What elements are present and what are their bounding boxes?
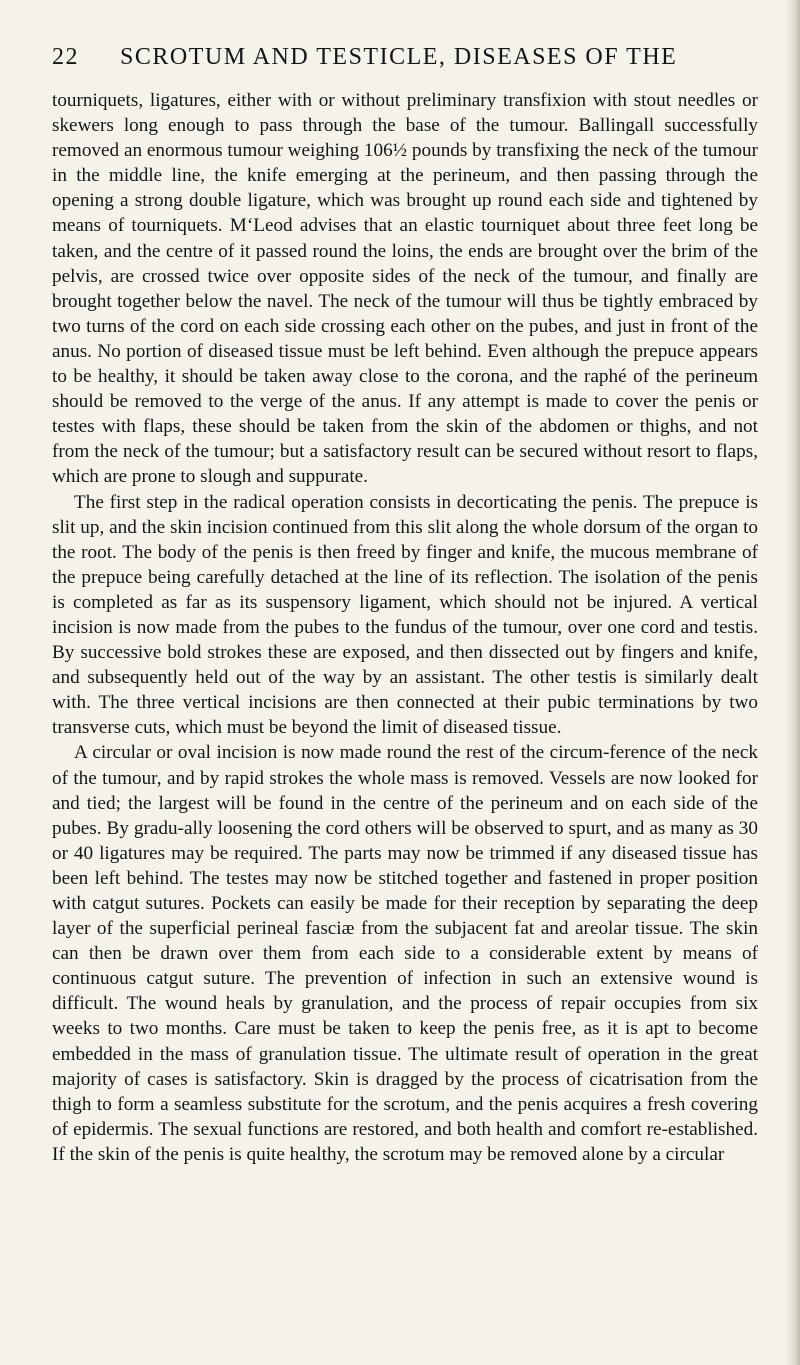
page-header bbox=[52, 44, 762, 78]
page-edge-shadow bbox=[786, 0, 800, 1365]
body-text bbox=[52, 88, 758, 1167]
page-number: 22 bbox=[52, 44, 79, 70]
paragraph-2: The first step in the radical operation consists in decorticating the penis. The prepuce is slit up, and the skin incision continued from this slit along the whole dorsum of the organ to the root. The body of the penis is then freed by finger and knife, the mucous membrane of the prepuce being carefully detached at the line of its reflection. The isolation of the penis is completed as far as its suspensory ligament, which should not be injured. A vertical incision is now made from the pubes to the fundus of the tumour, over one cord and testis. By successive bold strokes these are exposed, and then dissected out by fingers and knife, and subsequently held out of the way by an assistant. The other testis is similarly dealt with. The three vertical incisions are then connected at their pubic terminations by two transverse cuts, which must be beyond the limit of diseased tissue. bbox=[52, 491, 758, 739]
paragraph-1: tourniquets, ligatures, either with or without preliminary transfixion with stout needles or skewers long enough to pass through the base of the tumour. Ballingall successfully removed an enormous tumour weighing 106½ pounds by transfixing the neck of the tumour in the middle line, the knife emerging at the perineum, and then passing through the opening a strong double ligature, which was brought up round each side and tightened by means of tourniquets. M‘Leod advises that an elastic tourniquet about three feet long be taken, and the centre of it passed round the loins, the ends are brought over the brim of the pelvis, are crossed twice over opposite sides of the neck of the tumour, and finally are brought together below the navel. The neck of the tumour will thus be tightly embraced by two turns of the cord on each side crossing each other on the pubes, and just in front of the anus. No portion of diseased tissue must be left behind. Even although the prepuce appears to be healthy, it should be taken away close to the corona, and the raphé of the perineum should be removed to the verge of the anus. If any attempt is made to cover the penis or testes with flaps, these should be taken from the skin of the abdomen or thighs, and not from the neck of the tumour; but a satisfactory result can be secured without resort to flaps, which are prone to slough and suppurate. bbox=[52, 90, 758, 488]
running-title: SCROTUM AND TESTICLE, DISEASES OF THE bbox=[120, 44, 678, 70]
paragraph-3: A circular or oval incision is now made round the rest of the circum-ference of the neck of the tumour, and by rapid strokes the whole mass is removed. Vessels are now looked for and tied; the largest will be found in the centre of the perineum and on each side of the pubes. By gradu-ally loosening the cord others will be observed to spurt, and as many as 30 or 40 ligatures may be required. The parts may now be trimmed if any diseased tissue has been left behind. The testes may now be stitched together and fastened in proper position with catgut sutures. Pockets can easily be made for their reception by separating the deep layer of the superficial perineal fasciæ from the subjacent fat and areolar tissue. The skin can then be drawn over them from each side to a considerable extent by means of continuous catgut suture. The prevention of infection in such an extensive wound is difficult. The wound heals by granulation, and the process of repair occupies from six weeks to two months. Care must be taken to keep the penis free, as it is apt to become embedded in the mass of granulation tissue. The ultimate result of operation in the great majority of cases is satisfactory. Skin is dragged by the process of cicatrisation from the thigh to form a seamless substitute for the scrotum, and the penis acquires a fresh covering of epidermis. The sexual functions are restored, and both health and comfort re-established. If the skin of the penis is quite healthy, the scrotum may be removed alone by a circular bbox=[52, 742, 758, 1165]
